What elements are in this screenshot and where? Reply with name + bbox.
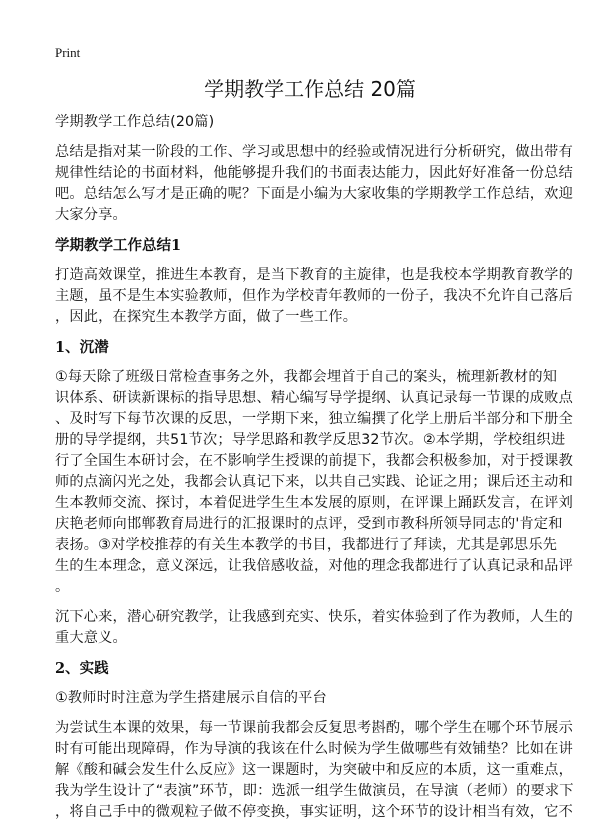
paragraph-line: 。 <box>55 579 70 595</box>
paragraph-line: 表扬。③对学校推荐的有关生本教学的书目，我都进行了拜读，尤其是郭思乐先 <box>55 537 558 553</box>
paragraph-line: 大家分享。 <box>55 207 127 223</box>
paragraph <box>55 607 573 649</box>
paragraph-line: 师的点滴闪光之处，我都会认真记下来，以共自己实践、论证之用；课后还主动和 <box>55 474 573 490</box>
paragraph-line: 庆艳老师向邯郸教育局进行的汇报课时的点评，受到市教科所领导同志的'肯定和 <box>55 516 563 532</box>
paragraph-line: ，将自己手中的微观粒子做不停变换，事实证明，这个环节的设计相当有效，它不 <box>55 804 573 820</box>
paragraph-line: ①教师时时注意为学生搭建展示自信的平台 <box>55 690 327 706</box>
paragraph-line: 沉下心来，潜心研究教学，让我感到充实、快乐，着实体验到了作为教师，人生的 <box>55 609 573 625</box>
paragraph-line: 我为学生设计了“表演”环节，即：选派一组学生做演员，在导演（老师）的要求下 <box>55 783 574 799</box>
paragraph <box>55 265 573 328</box>
print-link[interactable]: Print <box>55 45 81 60</box>
paragraph-line: 总结是指对某一阶段的工作、学习或思想中的经验或情况进行分析研究，做出带有 <box>55 144 573 160</box>
paragraph-line: 、及时写下每节次课的反思，一学期下来，独立编撰了化学上册后半部分和下册全 <box>55 411 573 427</box>
page-title: 学期教学工作总结 20篇 <box>204 77 416 101</box>
paragraph <box>55 367 573 598</box>
paragraph-line: 行了全国生本研讨会，在不影响学生授课的前提下，我都会积极参加，对于授课教 <box>55 453 573 469</box>
paragraph-line: 为尝试生本课的效果，每一节课前我都会反复思考斟酌，哪个学生在哪个环节展示 <box>55 720 573 736</box>
paragraph-line: ①每天除了班级日常检查事务之外，我都会埋首于自己的案头，梳理新教材的知 <box>55 369 558 385</box>
paragraph-line: 解《酸和碱会发生什么反应》这一课题时，为突破中和反应的本质，这一重难点， <box>55 762 573 778</box>
section-heading: 1、沉潜 <box>55 339 109 356</box>
paragraph <box>55 142 573 226</box>
paragraph-line: 识体系、研读新课标的指导思想、精心编写导学提纲、认真记录每一节课的成败点 <box>55 390 573 406</box>
paragraph-line: 学期教学工作总结(20篇) <box>55 114 215 130</box>
section-heading: 学期教学工作总结1 <box>55 237 182 254</box>
paragraph-line: 主题，虽不是生本实验教师，但作为学校青年教师的一份子，我决不允许自己落后 <box>55 288 573 304</box>
paragraph-line: 吧。总结怎么写才是正确的呢？下面是小编为大家收集的学期教学工作总结，欢迎 <box>55 186 573 202</box>
document-body <box>55 112 574 823</box>
paragraph <box>55 688 555 709</box>
paragraph-line: 生本教师交流、探讨，本着促进学生生本发展的原则，在评课上踊跃发言，在评刘 <box>55 495 573 511</box>
paragraph <box>55 112 555 133</box>
paragraph-line: 重大意义。 <box>55 630 127 646</box>
paragraph-line: ，因此，在探究生本教学方面，做了一些工作。 <box>55 309 358 325</box>
paragraph-line: 规律性结论的书面材料，他能够提升我们的书面表达能力，因此好好准备一份总结 <box>55 165 573 181</box>
paragraph-line: 生的生本理念，意义深远，让我倍感收益，对他的理念我都进行了认真记录和品评 <box>55 558 573 574</box>
paragraph-line: 时有可能出现障碍，作为导演的我该在什么时候为学生做哪些有效铺垫？比如在讲 <box>55 741 573 757</box>
paragraph <box>55 718 574 823</box>
paragraph-line: 册的导学提纲，共51节次；导学思路和教学反思32节次。②本学期，学校组织进 <box>55 432 566 448</box>
paragraph-line: 打造高效课堂，推进生本教育，是当下教育的主旋律，也是我校本学期教育教学的 <box>55 267 573 283</box>
section-heading: 2、实践 <box>55 660 109 677</box>
document <box>55 44 574 832</box>
